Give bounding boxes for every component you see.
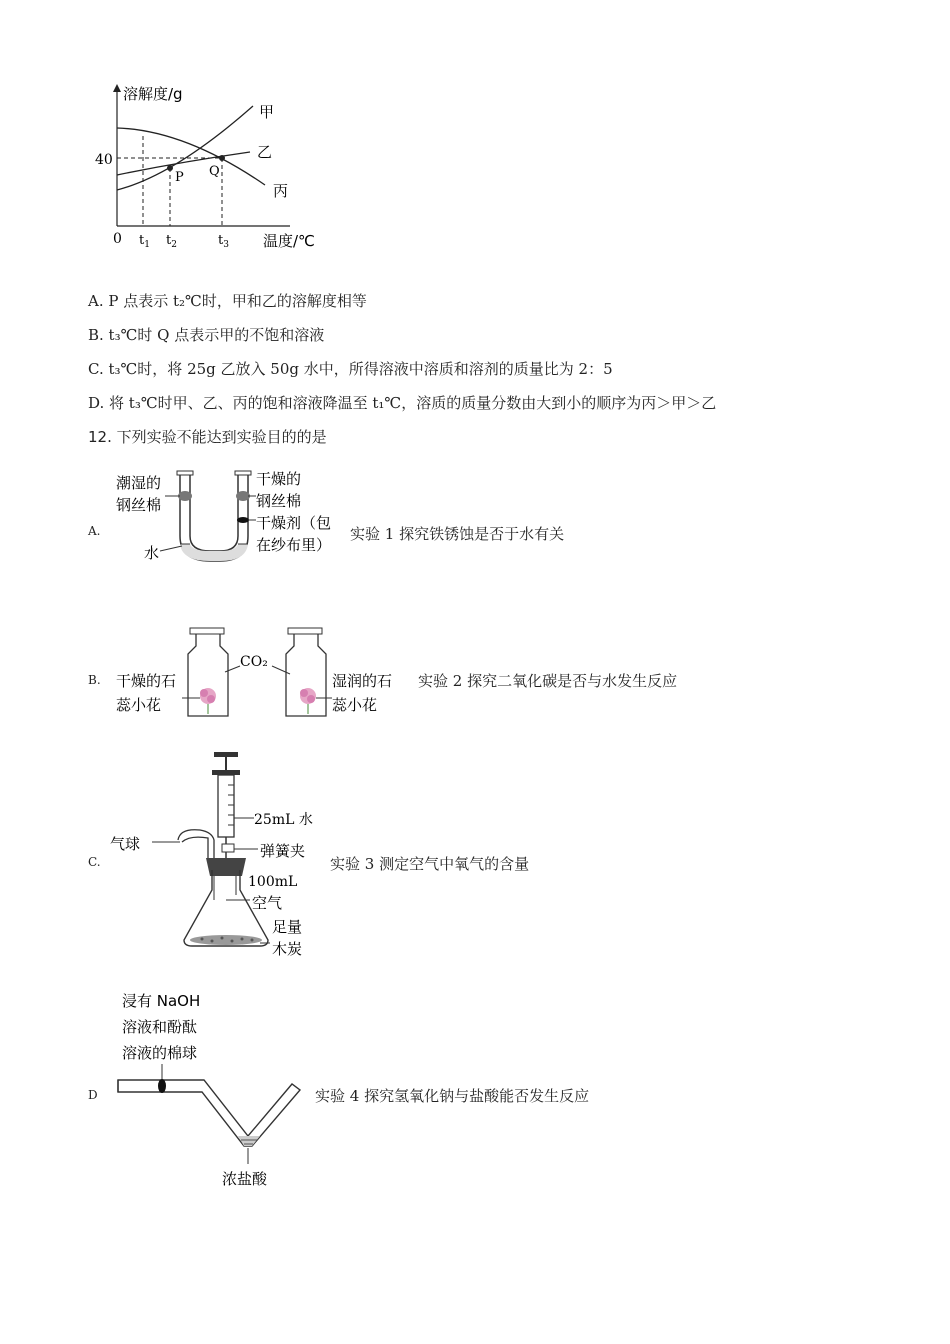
exp-a-desc: 实验 1 探究铁锈蚀是否于水有关 bbox=[350, 525, 565, 543]
option-a: A. P 点表示 t₂℃时，甲和乙的溶解度相等 bbox=[88, 292, 367, 310]
t3-label: t bbox=[218, 233, 224, 248]
point-q-label: Q bbox=[209, 164, 220, 179]
origin-label: 0 bbox=[113, 231, 122, 247]
exp-c-label-charcoal2: 木炭 bbox=[272, 940, 303, 958]
y-tick-40: 40 bbox=[95, 152, 113, 168]
exp-d-label-cotton3: 溶液的棉球 bbox=[122, 1044, 198, 1062]
curve-bing-label: 丙 bbox=[273, 182, 289, 200]
exp-c-label-charcoal: 足量 bbox=[272, 918, 303, 936]
exp-b-label-wet2: 蕊小花 bbox=[332, 696, 378, 714]
svg-text:t1: $t_1$ bbox=[139, 233, 150, 250]
exp-b-label-co2: CO₂ bbox=[240, 654, 268, 670]
exp-c-diagram bbox=[110, 750, 330, 965]
flower-icon-right bbox=[300, 688, 316, 714]
exp-d-label-cotton2: 溶液和酚酞 bbox=[122, 1018, 198, 1036]
exp-a-diagram bbox=[110, 466, 350, 576]
exp-d-label-acid: 浓盐酸 bbox=[222, 1170, 268, 1188]
y-axis-label: 溶解度/g bbox=[123, 85, 183, 103]
exp-a-label-wet: 潮湿的 bbox=[116, 474, 162, 492]
exp-d-diagram bbox=[110, 988, 320, 1193]
exp-b-diagram bbox=[110, 624, 410, 724]
curve-jia-label: 甲 bbox=[259, 103, 275, 121]
exp-b-label-dry: 干燥的石 bbox=[116, 672, 177, 690]
point-p-label: P bbox=[175, 170, 184, 185]
exp-c-label-clamp: 弹簧夹 bbox=[260, 842, 306, 860]
t2-label: t bbox=[166, 233, 172, 248]
flower-icon-left bbox=[200, 688, 216, 714]
exp-b-letter: B. bbox=[88, 673, 101, 687]
exp-a-label-desiccant2: 在纱布里） bbox=[256, 536, 332, 554]
exp-a-letter: A. bbox=[88, 524, 101, 538]
exp-c-letter: C. bbox=[88, 855, 101, 869]
x-axis-label: 温度/℃ bbox=[263, 232, 315, 250]
t1-label: t bbox=[139, 233, 145, 248]
exp-b-label-wet: 湿润的石 bbox=[332, 672, 393, 690]
svg-text:t2: $t_2$ bbox=[166, 233, 177, 250]
exp-a-label-desiccant: 干燥剂（包 bbox=[256, 514, 332, 532]
exp-d-desc: 实验 4 探究氢氧化钠与盐酸能否发生反应 bbox=[315, 1087, 590, 1105]
exp-b-label-dry2: 蕊小花 bbox=[116, 696, 162, 714]
exp-c-label-balloon: 气球 bbox=[110, 835, 141, 853]
question-number: 12 bbox=[88, 428, 108, 446]
exp-c-label-air2: 空气 bbox=[252, 894, 283, 912]
curve-bing bbox=[117, 128, 265, 185]
exp-c-label-air: 100mL bbox=[248, 874, 298, 890]
question-12 bbox=[88, 426, 327, 447]
question-stem: . 下列实验不能达到实验目的的是 bbox=[107, 428, 327, 446]
option-c: C. t₃℃时，将 25g 乙放入 50g 水中，所得溶液中溶质和溶剂的质量比为 2：5 bbox=[88, 360, 613, 378]
curve-jia bbox=[117, 106, 253, 190]
exp-d-letter: D bbox=[88, 1088, 98, 1102]
exp-d-label-cotton1: 浸有 NaOH bbox=[122, 992, 201, 1010]
option-d: D. 将 t₃℃时甲、乙、丙的饱和溶液降温至 t₁℃，溶质的质量分数由大到小的顺序为丙＞甲＞乙 bbox=[88, 394, 717, 412]
option-b: B. t₃℃时 Q 点表示甲的不饱和溶液 bbox=[88, 326, 325, 344]
exp-a-label-water: 水 bbox=[144, 544, 160, 562]
curve-yi-label: 乙 bbox=[257, 143, 273, 161]
exp-a-label-dry2: 钢丝棉 bbox=[256, 492, 302, 510]
exp-c-desc: 实验 3 测定空气中氧气的含量 bbox=[330, 855, 530, 873]
exp-b-desc: 实验 2 探究二氧化碳是否与水发生反应 bbox=[418, 672, 678, 690]
exp-c-label-water: 25mL 水 bbox=[254, 812, 313, 828]
exp-a-label-dry: 干燥的 bbox=[256, 470, 302, 488]
solubility-graph bbox=[85, 80, 345, 260]
exp-a-label-wet2: 钢丝棉 bbox=[116, 496, 162, 514]
svg-text:t3: $t_3$ bbox=[218, 233, 229, 250]
